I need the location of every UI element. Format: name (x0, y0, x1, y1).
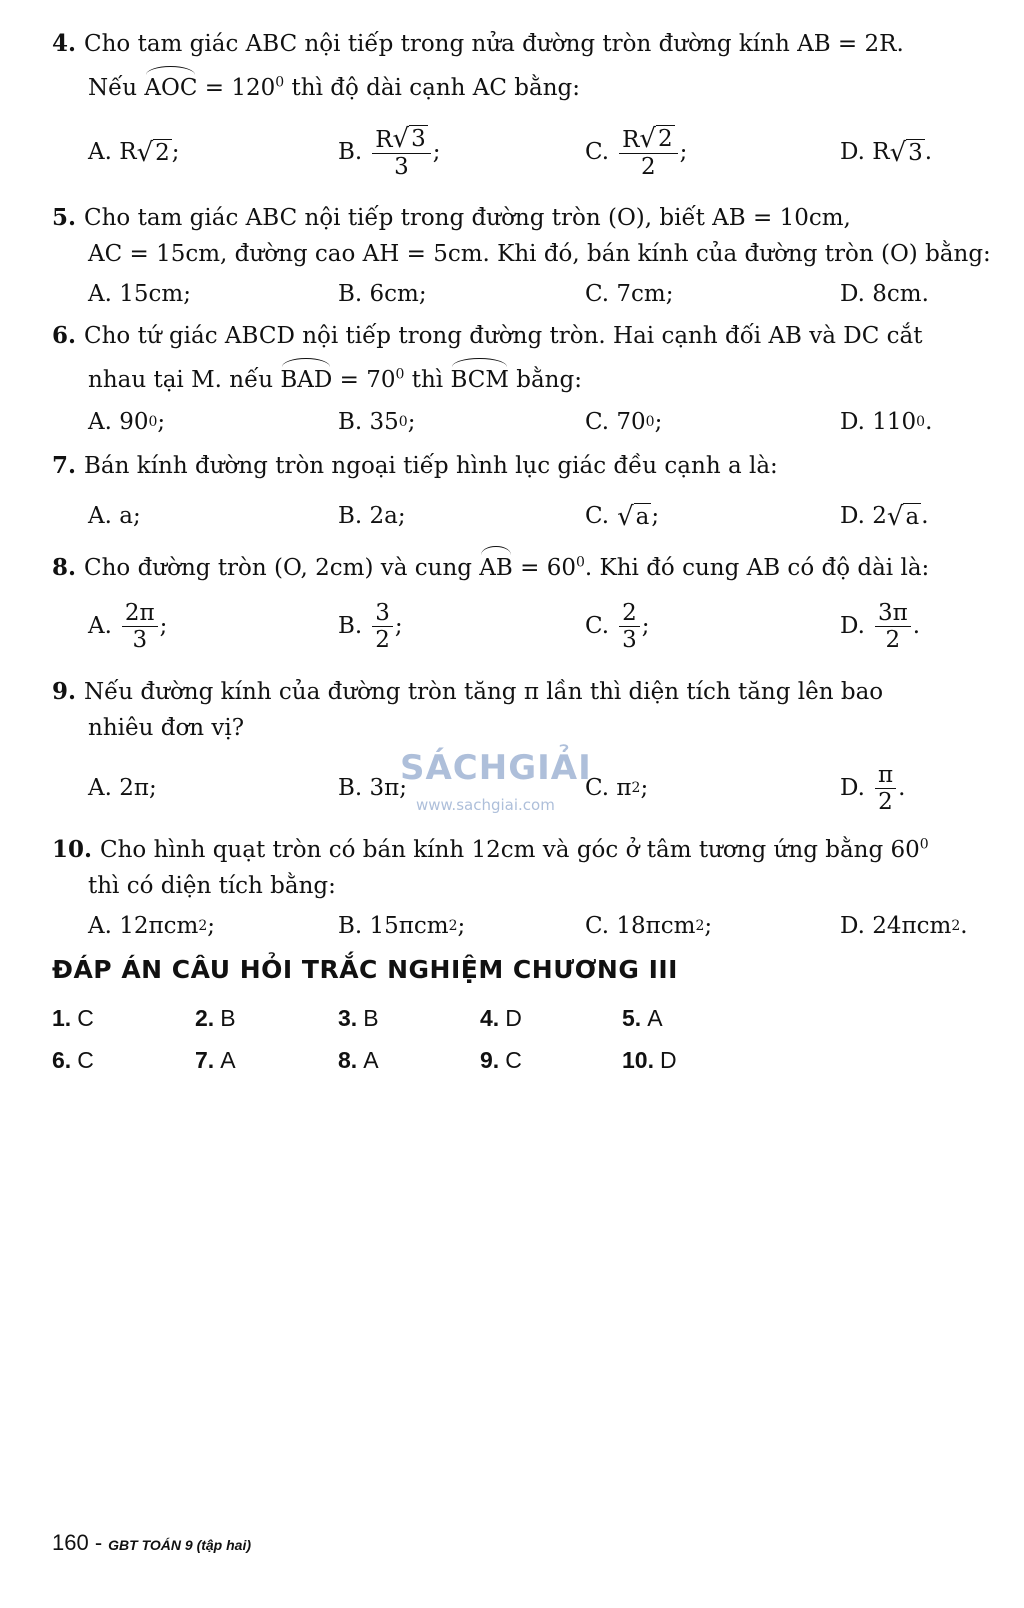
option-punct: . (898, 775, 906, 801)
option-b: B. 35 0 ; (338, 409, 416, 435)
question-text: nhau tại M. nếu (88, 367, 281, 393)
watermark-url: www.sachgiai.com (416, 796, 555, 814)
option-punct: ; (679, 139, 688, 165)
option-punct: ; (394, 613, 403, 639)
numerator: π (875, 762, 896, 789)
option-label: D. 2 (840, 503, 887, 529)
question-10 (52, 830, 1002, 906)
question-text: Bán kính đường tròn ngoại tiếp hình lục giác đều cạnh a là: (84, 453, 778, 479)
answer-value: C (77, 1047, 94, 1073)
option-label: A. (88, 613, 112, 639)
option-label: C. (585, 139, 610, 165)
option-b: B. 3π; (338, 775, 408, 801)
option-b (338, 596, 403, 656)
question-number: 9. (52, 678, 77, 705)
option-a: A. 2π; (88, 775, 157, 801)
option-punct: ; (654, 409, 663, 435)
answer-value: C (77, 1005, 94, 1031)
question-text: . Khi đó cung AB có độ dài là: (584, 555, 930, 581)
option-punct: ; (641, 613, 650, 639)
answer-value: B (363, 1005, 379, 1031)
option-label: B. (338, 613, 363, 639)
question-number: 7. (52, 452, 77, 479)
question-number: 5. (52, 204, 77, 231)
option-punct: ; (159, 613, 168, 639)
radicand: a (635, 503, 650, 530)
question-text: nhiêu đơn vị? (88, 715, 245, 741)
option-a (88, 122, 180, 182)
degree-sup: 0 (395, 366, 405, 383)
question-text: Cho tứ giác ABCD nội tiếp trong đường tròn. Hai cạnh đối AB và DC cắt (84, 323, 923, 349)
answer-item (195, 1047, 236, 1074)
radicand: 3 (908, 139, 923, 166)
denominator: 3 (622, 626, 637, 653)
numerator: R (622, 126, 640, 153)
watermark (400, 748, 630, 838)
option-label: A. 90 (88, 409, 149, 435)
fraction (875, 600, 911, 653)
fraction (372, 600, 393, 653)
options-8 (88, 596, 988, 656)
answer-item (622, 1047, 677, 1074)
option-punct: . (925, 409, 933, 435)
option-label: B. 15πcm (338, 913, 449, 939)
answer-value: A (363, 1047, 379, 1073)
question-number: 8. (52, 554, 77, 581)
fraction (122, 600, 158, 653)
option-label: C. π (585, 775, 632, 801)
option-punct: ; (651, 503, 660, 529)
question-7 (52, 446, 1002, 486)
watermark-logo-text: SÁCHGIẢI (400, 748, 592, 788)
answer-value: A (220, 1047, 236, 1073)
option-punct: . (960, 913, 968, 939)
question-8 (52, 548, 1002, 588)
answer-number: 6. (52, 1047, 72, 1073)
option-b: B. 2a; (338, 503, 406, 529)
option-d (840, 122, 932, 182)
question-9 (52, 672, 1002, 748)
answer-value: A (647, 1005, 663, 1031)
option-label: C. 70 (585, 409, 646, 435)
option-label: D. 110 (840, 409, 917, 435)
answer-item (195, 1005, 236, 1032)
question-text: Cho tam giác ABC nội tiếp trong đường tròn (O), biết AB = 10cm, (84, 205, 851, 231)
answer-number: 3. (338, 1005, 358, 1031)
option-d: D. 8cm. (840, 281, 929, 307)
question-text: = 120 (197, 75, 276, 101)
radicand: 2 (658, 125, 673, 152)
option-label: B. 35 (338, 409, 399, 435)
radicand: a (905, 503, 920, 530)
fraction (619, 125, 678, 180)
sqrt: √ 2 (136, 137, 170, 168)
question-text: Cho hình quạt tròn có bán kính 12cm và góc ở tâm tương ứng bằng 60 (100, 837, 920, 863)
option-punct: ; (432, 139, 441, 165)
question-5 (52, 198, 1002, 274)
option-b: B. 6cm; (338, 281, 427, 307)
answer-number: 9. (480, 1047, 500, 1073)
arc-ab: AB (479, 548, 513, 588)
option-punct: ; (171, 139, 180, 165)
answer-item (338, 1005, 379, 1032)
question-text: bằng: (508, 367, 582, 393)
fraction (372, 125, 431, 180)
options-7 (88, 486, 988, 546)
radicand: 3 (411, 125, 426, 152)
option-c (585, 596, 649, 656)
option-a: A. 12πcm 2 ; (88, 913, 215, 939)
options-4 (88, 122, 988, 182)
denominator: 3 (132, 626, 148, 653)
answer-item (52, 1047, 94, 1074)
answer-item (622, 1005, 663, 1032)
denominator: 2 (885, 626, 901, 653)
answer-item (52, 1005, 94, 1032)
option-label: C. (585, 613, 610, 639)
fraction (619, 600, 640, 653)
sqrt: √ 3 (889, 137, 923, 168)
option-punct: . (912, 613, 920, 639)
question-text: Nếu (88, 75, 145, 101)
answer-value: C (505, 1047, 522, 1073)
options-6 (88, 392, 988, 452)
denominator: 2 (641, 153, 656, 180)
option-label: A. R (88, 139, 137, 165)
option-d (840, 758, 905, 818)
question-text: thì có diện tích bằng: (88, 873, 336, 899)
page-footer (52, 1530, 251, 1556)
option-punct: ; (704, 913, 713, 939)
answer-value: D (659, 1047, 677, 1073)
answer-item (338, 1047, 379, 1074)
answer-key-heading: ĐÁP ÁN CÂU HỎI TRẮC NGHIỆM CHƯƠNG III (52, 955, 678, 984)
option-punct: ; (157, 409, 166, 435)
book-title: GBT TOÁN 9 (tập hai) (108, 1537, 252, 1553)
option-label: D. 24πcm (840, 913, 952, 939)
option-punct: ; (640, 775, 649, 801)
question-text: = 60 (512, 555, 576, 581)
option-label: D. (840, 775, 865, 801)
question-4 (52, 24, 1002, 108)
numerator: 3π (875, 600, 911, 627)
fraction (875, 762, 896, 815)
option-c: C. 70 0 ; (585, 409, 663, 435)
answer-value: D (505, 1005, 522, 1031)
sqrt: √ 3 (392, 123, 426, 154)
radicand: 2 (155, 139, 170, 166)
answer-value: B (220, 1005, 236, 1031)
question-number: 6. (52, 322, 77, 349)
option-punct: ; (407, 409, 416, 435)
question-text: AC = 15cm, đường cao AH = 5cm. Khi đó, bán kính của đường tròn (O) bằng: (88, 241, 991, 267)
option-label: C. 18πcm (585, 913, 696, 939)
option-c (585, 122, 687, 182)
question-text: thì (404, 367, 451, 393)
option-b (338, 122, 441, 182)
option-punct: . (924, 139, 933, 165)
options-10 (88, 896, 988, 956)
answer-item (480, 1005, 522, 1032)
option-label: A. 12πcm (88, 913, 199, 939)
sqrt: √ a (617, 501, 650, 532)
answer-number: 10. (622, 1047, 654, 1073)
question-number: 10. (52, 836, 93, 863)
option-c: C. 18πcm 2 ; (585, 913, 713, 939)
degree-sup: 0 (919, 836, 929, 853)
question-number: 4. (52, 30, 77, 57)
option-a: A. a; (88, 503, 141, 529)
option-punct: . (921, 503, 929, 529)
numerator: R (375, 126, 393, 153)
degree-sup: 0 (575, 554, 585, 571)
option-d (840, 596, 920, 656)
denominator: 3 (394, 153, 409, 180)
question-text: Cho tam giác ABC nội tiếp trong nửa đường tròn đường kính AB = 2R. (84, 31, 904, 57)
denominator: 2 (878, 788, 893, 815)
option-label: D. R (840, 139, 890, 165)
degree-sup: 0 (275, 74, 285, 91)
option-a: A. 15cm; (88, 281, 191, 307)
answer-number: 5. (622, 1005, 642, 1031)
option-d (840, 486, 929, 546)
sqrt: √ 2 (639, 123, 673, 154)
arc-bcm: BCM (450, 360, 508, 400)
option-a: A. 90 0 ; (88, 409, 166, 435)
numerator: 2π (122, 600, 158, 627)
arc-aoc: AOC (144, 68, 197, 108)
option-label: B. (338, 139, 363, 165)
answer-number: 8. (338, 1047, 358, 1073)
answer-number: 2. (195, 1005, 215, 1031)
question-6 (52, 316, 1002, 400)
option-a (88, 596, 167, 656)
option-label: C. (585, 503, 610, 529)
answer-number: 7. (195, 1047, 215, 1073)
option-punct: ; (457, 913, 466, 939)
option-c: C. π 2 ; (585, 775, 649, 801)
sqrt: √ a (886, 501, 920, 532)
denominator: 2 (375, 626, 390, 653)
question-text: Nếu đường kính của đường tròn tăng π lần thì diện tích tăng lên bao (84, 679, 884, 705)
question-text: Cho đường tròn (O, 2cm) và cung (84, 555, 480, 581)
option-c: C. 7cm; (585, 281, 674, 307)
option-d: D. 24πcm 2 . (840, 913, 968, 939)
question-text: thì độ dài cạnh AC bằng: (284, 75, 580, 101)
answer-item (480, 1047, 522, 1074)
option-label: D. (840, 613, 865, 639)
page-number: 160 - (52, 1530, 103, 1555)
numerator: 2 (619, 600, 640, 627)
question-text: = 70 (332, 367, 396, 393)
answer-number: 1. (52, 1005, 72, 1031)
option-punct: ; (207, 913, 215, 939)
option-d: D. 110 0 . (840, 409, 933, 435)
option-c (585, 486, 659, 546)
options-5 (88, 264, 988, 324)
numerator: 3 (372, 600, 393, 627)
answer-number: 4. (480, 1005, 500, 1031)
arc-bad: BAD (280, 360, 332, 400)
option-b: B. 15πcm 2 ; (338, 913, 466, 939)
